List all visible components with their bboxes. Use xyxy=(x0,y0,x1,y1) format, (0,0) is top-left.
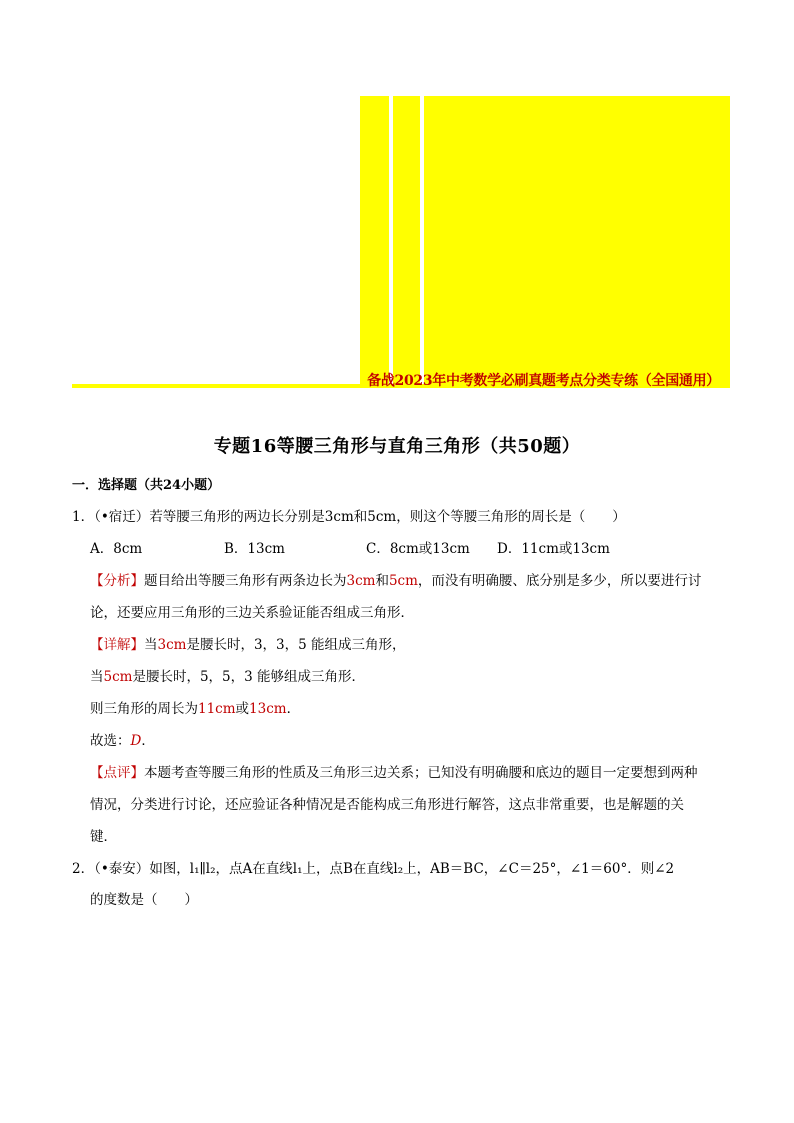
question-1-stem xyxy=(72,505,626,525)
banner-stripe-1 xyxy=(389,96,393,388)
question-source: （•宿迁） xyxy=(94,509,150,525)
section-heading: 一．选择题（共24小题） xyxy=(72,478,221,493)
question-number: 2． xyxy=(72,861,95,877)
question-number: 1． xyxy=(72,509,95,525)
detail-line-1: 【详解】当3cm是腰长时，3，3，5 能组成三角形， xyxy=(90,637,406,653)
analysis-line-1: 【分析】题目给出等腰三角形有两条边长为3cm和5cm，而没有明确腰、底分别是多少，所以要进行讨 xyxy=(90,573,702,589)
comment-line-1: 【点评】本题考查等腰三角形的性质及三角形三边关系；已知没有明确腰和底边的题目一定要想到两种 xyxy=(90,765,698,781)
answer-line: 故选：D． xyxy=(90,733,155,749)
question-source: （•泰安） xyxy=(94,861,150,877)
detail-tag: 【详解】 xyxy=(90,637,144,653)
detail-line-2: 当5cm是腰长时，5，5，3 能够组成三角形． xyxy=(90,669,366,685)
page-title: 专题16等腰三角形与直角三角形（共50题） xyxy=(213,436,581,457)
banner-stripe-2 xyxy=(420,96,424,388)
question-2-stem xyxy=(72,857,674,877)
banner-tagline: 备战2023年中考数学必刷真题考点分类专练（全国通用） xyxy=(367,373,720,389)
analysis-tag: 【分析】 xyxy=(90,573,144,589)
detail-line-3: 则三角形的周长为11cm或13cm． xyxy=(90,701,301,717)
analysis-line-2: 论，还要应用三角形的三边关系验证能否组成三角形． xyxy=(90,605,414,621)
question-text: 如图，l₁∥l₂，点A在直线l₁上，点B在直线l₂上，AB＝BC，∠C＝25°，∠1＝60°．则∠2 xyxy=(149,861,675,877)
question-2-stem-cont: 的度数是（ ） xyxy=(90,892,198,908)
question-text: 若等腰三角形的两边长分别是3cm和5cm，则这个等腰三角形的周长是（ ） xyxy=(149,509,626,525)
comment-line-3: 键． xyxy=(90,829,117,845)
banner-blank-panel xyxy=(72,96,360,384)
option-c: C．8cm或13cm xyxy=(366,541,470,557)
banner-yellow-block xyxy=(360,96,730,384)
option-d: D．11cm或13cm xyxy=(497,541,610,557)
option-b: B．13cm xyxy=(224,541,285,557)
comment-tag: 【点评】 xyxy=(90,765,144,781)
option-a: A．8cm xyxy=(90,541,143,557)
cover-banner xyxy=(72,96,730,390)
comment-line-2: 情况，分类进行讨论，还应验证各种情况是否能构成三角形进行解答，这点非常重要，也是解题的关 xyxy=(90,797,684,813)
